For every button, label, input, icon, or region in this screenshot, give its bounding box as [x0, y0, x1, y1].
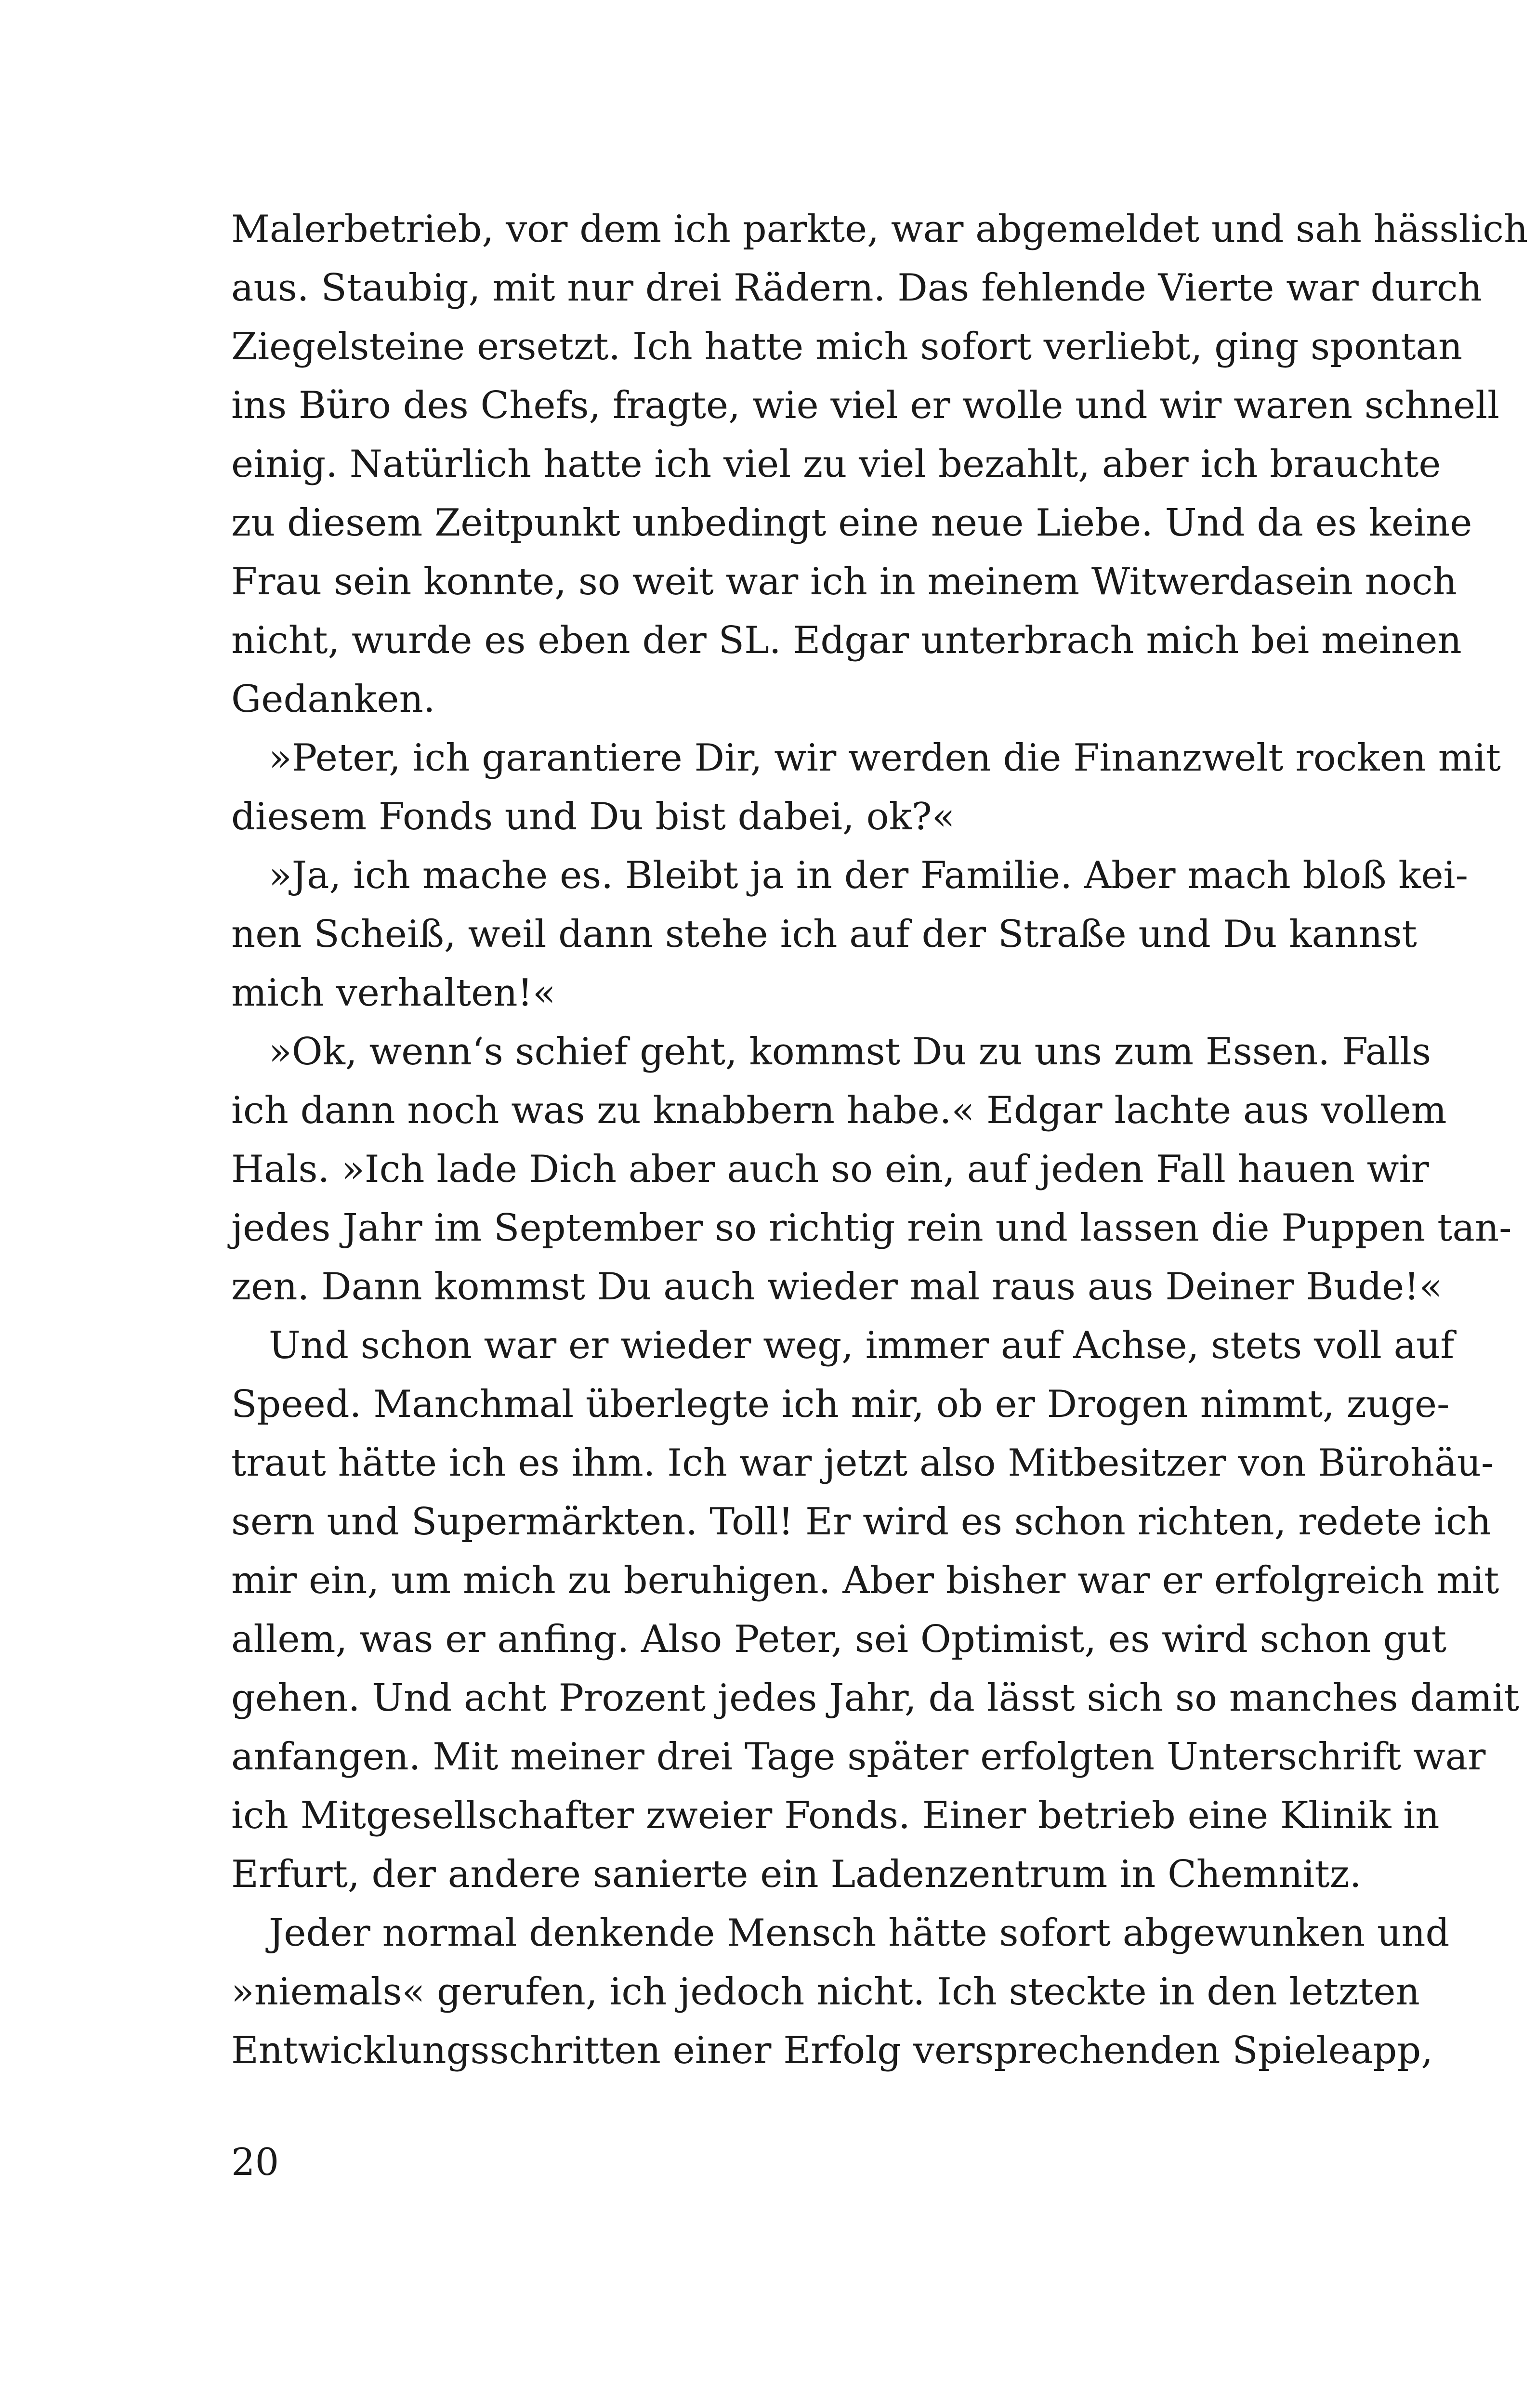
text-line: jedes Jahr im September so richtig rein und lassen die Puppen tan-: [231, 1206, 1512, 1250]
text-line: Und schon war er wieder weg, immer auf Achse, stets voll auf: [269, 1324, 1455, 1367]
text-line: aus. Staubig, mit nur drei Rädern. Das fehlende Vierte war durch: [231, 266, 1482, 310]
text-line: Hals. »Ich lade Dich aber auch so ein, auf jeden Fall hauen wir: [231, 1148, 1429, 1191]
text-line: Frau sein konnte, so weit war ich in meinem Witwerdasein noch: [231, 560, 1457, 603]
text-line: ich dann noch was zu knabbern habe.« Edgar lachte aus vollem: [231, 1089, 1447, 1132]
text-line: sern und Supermärkten. Toll! Er wird es schon richten, redete ich: [231, 1500, 1491, 1544]
text-line: einig. Natürlich hatte ich viel zu viel bezahlt, aber ich brauchte: [231, 443, 1441, 486]
text-line: nen Scheiß, weil dann stehe ich auf der Straße und Du kannst: [231, 913, 1417, 956]
text-line: Ziegelsteine ersetzt. Ich hatte mich sofort verliebt, ging spontan: [231, 325, 1463, 368]
text-line: Malerbetrieb, vor dem ich parkte, war abgemeldet und sah hässlich: [231, 208, 1528, 251]
text-line: Entwicklungsschritten einer Erfolg versprechenden Spieleapp,: [231, 2029, 1433, 2072]
text-line: zen. Dann kommst Du auch wieder mal raus aus Deiner Bude!«: [231, 1265, 1443, 1309]
text-line: Jeder normal denkende Mensch hätte sofort abgewunken und: [269, 1911, 1450, 1955]
text-line: Gedanken.: [231, 678, 435, 721]
text-line: zu diesem Zeitpunkt unbedingt eine neue Liebe. Und da es keine: [231, 501, 1472, 545]
text-line: gehen. Und acht Prozent jedes Jahr, da lässt sich so manches damit: [231, 1676, 1520, 1720]
text-line: mich verhalten!«: [231, 971, 556, 1015]
text-line: traut hätte ich es ihm. Ich war jetzt also Mitbesitzer von Bürohäu-: [231, 1441, 1494, 1485]
text-line: Erfurt, der andere sanierte ein Ladenzentrum in Chemnitz.: [231, 1853, 1362, 1896]
text-line: »Ok, wenn‘s schief geht, kommst Du zu uns zum Essen. Falls: [269, 1030, 1431, 1073]
text-line: »Ja, ich mache es. Bleibt ja in der Familie. Aber mach bloß kei-: [269, 854, 1468, 897]
text-line: allem, was er anfing. Also Peter, sei Optimist, es wird schon gut: [231, 1618, 1447, 1661]
text-line: ich Mitgesellschafter zweier Fonds. Einer betrieb eine Klinik in: [231, 1794, 1440, 1837]
text-line: »niemals« gerufen, ich jedoch nicht. Ich steckte in den letzten: [231, 1970, 1420, 2014]
text-line: anfangen. Mit meiner drei Tage später erfolgten Unterschrift war: [231, 1735, 1486, 1779]
text-line: Speed. Manchmal überlegte ich mir, ob er Drogen nimmt, zuge-: [231, 1383, 1450, 1426]
text-line: ins Büro des Chefs, fragte, wie viel er wolle und wir waren schnell: [231, 384, 1500, 427]
text-line: diesem Fonds und Du bist dabei, ok?«: [231, 795, 955, 838]
page-number: 20: [231, 2141, 279, 2184]
text-line: »Peter, ich garantiere Dir, wir werden die Finanzwelt rocken mit: [269, 736, 1501, 780]
text-line: nicht, wurde es eben der SL. Edgar unterbrach mich bei meinen: [231, 619, 1462, 662]
text-line: mir ein, um mich zu beruhigen. Aber bisher war er erfolgreich mit: [231, 1559, 1499, 1602]
body-text: [231, 200, 1528, 2080]
